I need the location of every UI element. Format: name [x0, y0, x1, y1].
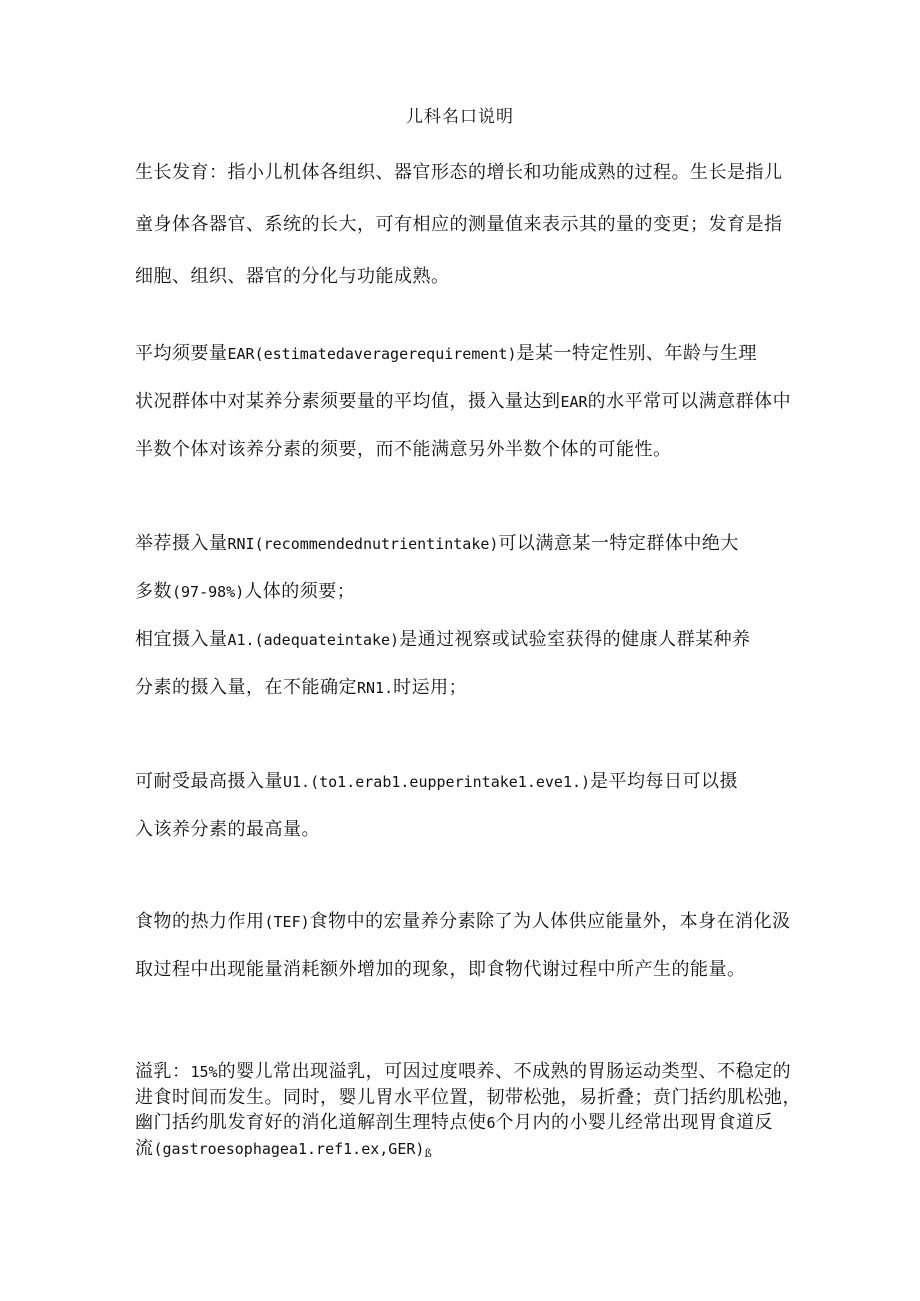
- text-line: [135, 378, 790, 426]
- paragraph-ear: [135, 330, 790, 474]
- text-line: 童身体各器官、系统的长大，可有相应的测量值来表示其的量的变更；发育是指: [135, 214, 783, 235]
- text-segment: 食物的热力作用: [135, 911, 265, 932]
- text-segment: 相宜摄入量: [135, 629, 228, 650]
- text-segment: 平均须要量: [135, 343, 228, 364]
- term-abbreviation: (TEF): [264, 913, 310, 931]
- term-abbreviation: RN1.: [357, 679, 394, 697]
- text-segment: 取过程中出现能量消耗额外增加的现象，即食物代谢过程中所产生的能量。: [135, 959, 746, 980]
- term-abbreviation: (97-98%): [172, 583, 245, 601]
- text-line: [135, 616, 790, 664]
- term-abbreviation: (gastroesophagea1.ref1.ex,GER): [153, 1140, 425, 1158]
- paragraph-ai: [135, 616, 790, 712]
- paragraph-rni: [135, 520, 790, 616]
- text-segment: 的婴儿常出现溢乳，可因过度喂养、不成熟的胃肠运动类型、不稳定的: [217, 1061, 792, 1082]
- term-abbreviation: 15%: [190, 1063, 218, 1081]
- text-line: [135, 664, 790, 712]
- text-line: [135, 330, 790, 378]
- text-line: [135, 758, 790, 806]
- text-segment: 个月内的小婴儿经常出现胃食道反: [495, 1112, 774, 1133]
- text-segment: 溢乳：: [135, 1061, 191, 1082]
- trailing-symbol: ß: [424, 1147, 433, 1160]
- term-abbreviation: 6: [486, 1114, 496, 1132]
- text-line: [135, 568, 790, 616]
- text-line: 细胞、组织、器官的分化与功能成熟。: [135, 266, 450, 287]
- text-line: [135, 898, 790, 946]
- text-segment: 幽门括约肌发育好的消化道解剖生理特点使: [135, 1112, 487, 1133]
- text-segment: 是某一特定性别、年龄与生理: [516, 343, 757, 364]
- text-line: [135, 520, 790, 568]
- text-segment: 人体的须要；: [244, 581, 356, 602]
- text-line: [135, 1110, 790, 1136]
- term-abbreviation: U1.(to1.erab1.eupperintake1.eve1.): [283, 773, 591, 791]
- text-line: [135, 946, 790, 994]
- text-segment: 流: [135, 1138, 154, 1159]
- text-segment: 进食时间而发生。同时，婴儿胃水平位置，韧带松弛，易折叠；贲门括约肌松弛，: [135, 1087, 801, 1108]
- paragraph-regurgitation: [135, 1059, 801, 1166]
- text-segment: 举荐摄入量: [135, 533, 228, 554]
- term-abbreviation: A1.(adequateintake): [227, 631, 400, 649]
- text-segment: 多数: [135, 581, 172, 602]
- text-segment: 是通过视察或试验室获得的健康人群某种养: [399, 629, 751, 650]
- paragraph-growth-development: [135, 147, 790, 303]
- text-line: [135, 1059, 790, 1085]
- text-line: [135, 1085, 801, 1110]
- paragraph-tef: [135, 898, 790, 994]
- text-line: [135, 426, 790, 474]
- document-title: 儿科名口说明: [406, 107, 514, 127]
- text-segment: 可耐受最高摄入量: [135, 771, 283, 792]
- text-segment: 的水平常可以满意群体中: [587, 391, 792, 412]
- text-segment: 可以满意某一特定群体中绝大: [498, 533, 739, 554]
- text-segment: 时运用；: [393, 677, 468, 698]
- term-abbreviation: EAR: [560, 393, 588, 411]
- term-abbreviation: EAR(estimatedaveragerequirement): [227, 345, 517, 363]
- text-segment: 入该养分素的最高量。: [135, 819, 320, 840]
- text-segment: 状况群体中对某养分素须要量的平均值，摄入量达到: [135, 391, 561, 412]
- term-abbreviation: RNI(recommendednutrientintake): [227, 535, 499, 553]
- text-line: [135, 806, 790, 854]
- text-segment: 半数个体对该养分素的须要，而不能满意另外半数个体的可能性。: [135, 439, 672, 460]
- text-segment: 食物中的宏量养分素除了为人体供应能量外，本身在消化汲: [309, 911, 791, 932]
- text-segment: 分素的摄入量，在不能确定: [135, 677, 357, 698]
- text-segment: 是平均每日可以摄: [590, 771, 739, 792]
- text-line: [135, 1136, 790, 1166]
- text-line: 生长发育：指小儿机体各组织、器官形态的增长和功能成熟的过程。生长是指儿: [135, 162, 783, 183]
- paragraph-ul: [135, 758, 790, 854]
